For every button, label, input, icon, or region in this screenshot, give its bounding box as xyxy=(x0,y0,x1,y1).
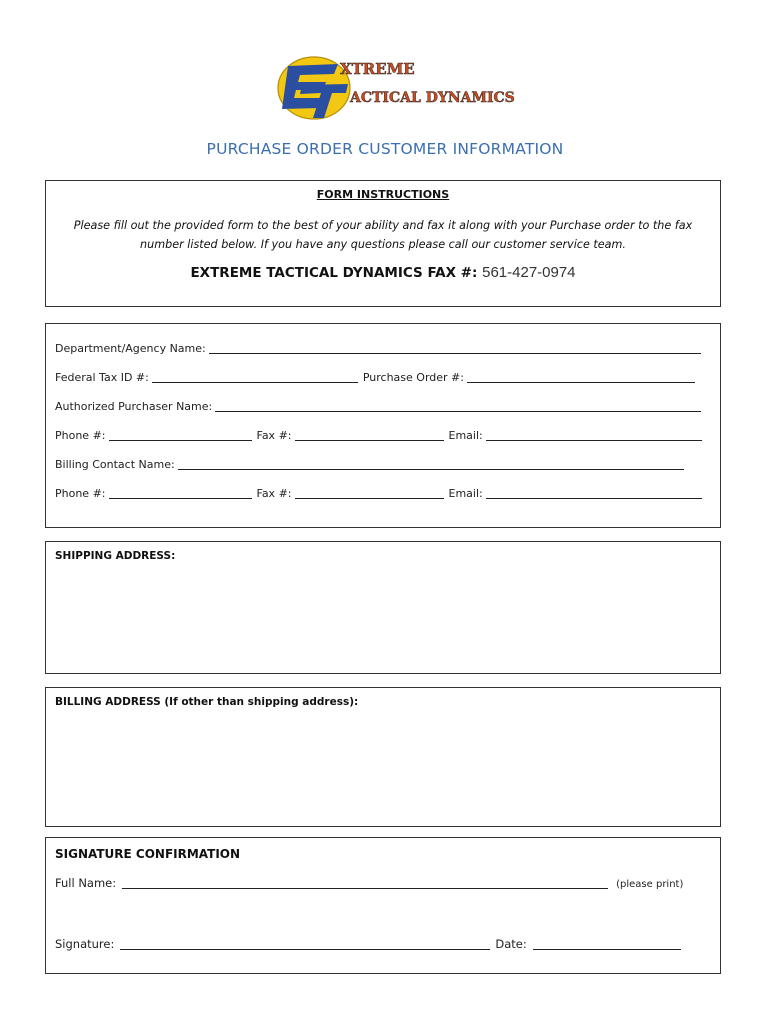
company-logo xyxy=(276,52,515,122)
phone-field-1[interactable] xyxy=(109,430,252,441)
full-name-label: Full Name: xyxy=(55,876,117,890)
federal-tax-label: Federal Tax ID #: xyxy=(55,371,149,384)
department-row xyxy=(55,342,706,355)
shipping-address-label: SHIPPING ADDRESS: xyxy=(55,550,176,562)
instructions-box xyxy=(45,180,721,307)
authorized-row xyxy=(55,400,706,413)
fax-label: EXTREME TACTICAL DYNAMICS FAX #: xyxy=(190,265,478,281)
contact-row-1 xyxy=(55,429,707,442)
purchase-order-field[interactable] xyxy=(467,372,695,383)
signature-row xyxy=(55,937,686,951)
authorized-label: Authorized Purchaser Name: xyxy=(55,400,213,413)
fax-number: 561-427-0974 xyxy=(482,264,576,281)
full-name-row xyxy=(55,876,683,890)
department-field[interactable] xyxy=(209,343,701,354)
email-label-1: Email: xyxy=(448,429,483,442)
fax-label-1: Fax #: xyxy=(256,429,292,442)
full-name-field[interactable] xyxy=(122,878,608,889)
federal-tax-field[interactable] xyxy=(152,372,358,383)
phone-field-2[interactable] xyxy=(109,488,252,499)
signature-label: Signature: xyxy=(55,937,115,951)
billing-contact-label: Billing Contact Name: xyxy=(55,458,175,471)
contact-row-2 xyxy=(55,487,707,500)
email-field-2[interactable] xyxy=(486,488,702,499)
instructions-heading: FORM INSTRUCTIONS xyxy=(316,188,450,201)
signature-heading: SIGNATURE CONFIRMATION xyxy=(55,847,241,861)
billing-contact-row xyxy=(55,458,689,471)
tax-po-row xyxy=(55,371,700,384)
date-field[interactable] xyxy=(533,939,681,950)
logo-text-line1: XTREME xyxy=(340,60,415,78)
signature-box xyxy=(45,837,721,974)
phone-label: Phone #: xyxy=(55,429,106,442)
page-title: PURCHASE ORDER CUSTOMER INFORMATION xyxy=(206,140,564,158)
customer-info-box xyxy=(45,323,721,528)
signature-field[interactable] xyxy=(120,939,490,950)
fax-field-2[interactable] xyxy=(295,488,444,499)
fax-line xyxy=(46,264,720,281)
billing-address-label: BILLING ADDRESS (If other than shipping address): xyxy=(55,696,359,708)
shipping-address-box[interactable] xyxy=(45,541,721,674)
logo-text-line2: ACTICAL DYNAMICS xyxy=(350,90,515,106)
fax-field-1[interactable] xyxy=(295,430,444,441)
purchase-order-label: Purchase Order #: xyxy=(362,371,464,384)
department-label: Department/Agency Name: xyxy=(55,342,206,355)
billing-address-box[interactable] xyxy=(45,687,721,827)
please-print-hint: (please print) xyxy=(616,879,684,890)
email-label-2: Email: xyxy=(448,487,483,500)
instructions-text: Please fill out the provided form to the best of your ability and fax it along with your Purchase order to the fax number listed below. If you have any questions please call our customer service team. xyxy=(73,219,693,251)
phone-label-2: Phone #: xyxy=(55,487,106,500)
email-field-1[interactable] xyxy=(486,430,702,441)
authorized-field[interactable] xyxy=(215,401,701,412)
date-label: Date: xyxy=(495,937,527,951)
fax-label-2: Fax #: xyxy=(256,487,292,500)
billing-contact-field[interactable] xyxy=(178,459,684,470)
